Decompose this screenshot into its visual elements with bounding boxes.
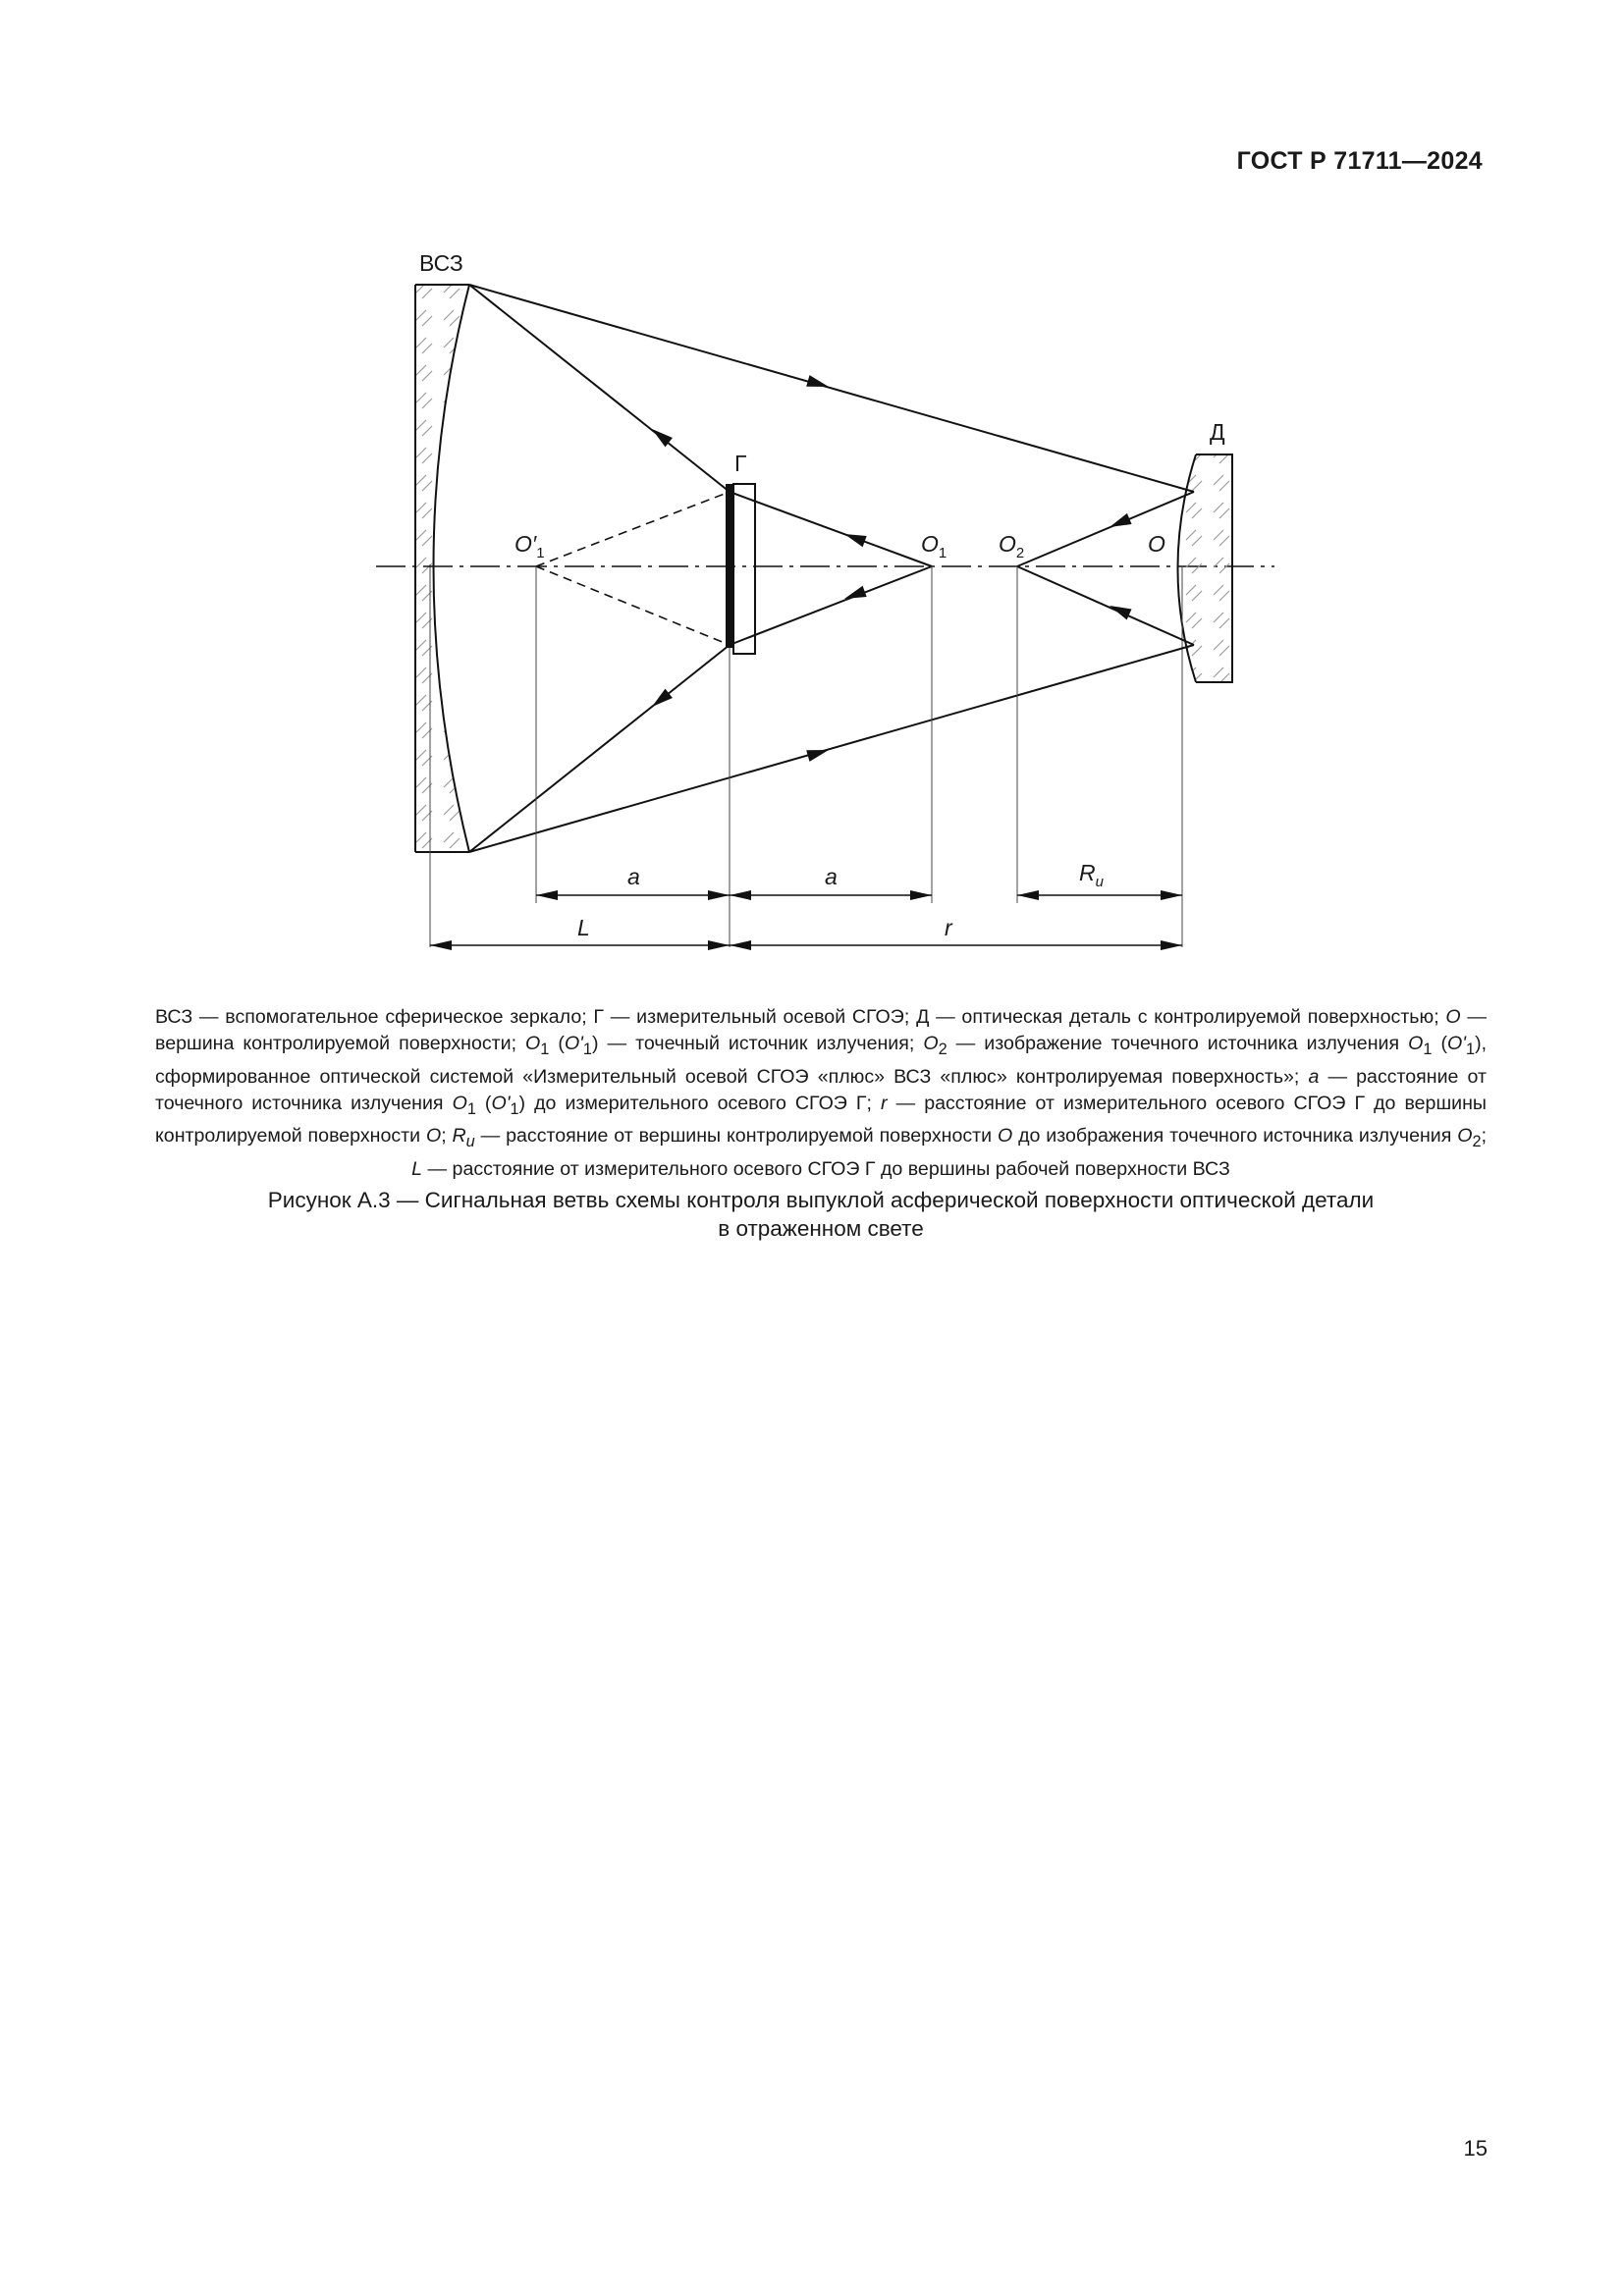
label-mirror: ВСЗ: [419, 250, 463, 276]
label-dim-r: r: [945, 915, 952, 940]
legend-run: 1: [582, 1041, 593, 1058]
legend-run: (: [475, 1093, 492, 1114]
legend-run: — расстояние от вершины контролируемой поверхности: [474, 1125, 998, 1148]
figure-legend: [155, 1004, 1487, 1184]
legend-run: О': [491, 1093, 511, 1114]
legend-run: 2: [938, 1041, 947, 1058]
label-o1: $O_1$: [921, 531, 947, 561]
legend-run: u: [465, 1133, 475, 1151]
legend-run: О': [564, 1033, 583, 1055]
optical-scheme-diagram: [0, 0, 1624, 982]
legend-run: О: [452, 1093, 467, 1114]
legend-run: О: [923, 1033, 939, 1055]
label-dim-a-right: a: [825, 864, 838, 889]
legend-run: О: [1457, 1125, 1473, 1148]
legend-run: О: [1408, 1033, 1424, 1055]
legend-run: 1: [540, 1041, 550, 1058]
label-dim-ru: $R_u$: [1079, 860, 1104, 890]
legend-run: 1: [466, 1099, 476, 1118]
legend-run: О: [525, 1033, 541, 1055]
caption-line-2: в отраженном свете: [718, 1216, 924, 1241]
extension-lines: [536, 566, 1017, 947]
legend-run: ), сформированное оптической системой «Измерительный осевой СГОЭ «плюс» ВСЗ «плюс» контролируемая поверхность»;: [155, 1033, 1488, 1088]
virtual-rays: [536, 492, 730, 645]
label-element: Г: [734, 451, 747, 476]
legend-run: О: [425, 1125, 442, 1148]
legend-run: — расстояние от точечного источника излучения: [155, 1065, 1487, 1114]
measuring-element: [726, 484, 755, 654]
standard-number: ГОСТ Р 71711—2024: [1236, 147, 1483, 175]
legend-run: — расстояние от измерительного осевого СГОЭ Г до вершины рабочей поверхности ВСЗ: [422, 1157, 1230, 1180]
label-vertex: O: [1148, 531, 1165, 557]
label-detail: Д: [1210, 419, 1225, 445]
page-number: 15: [1463, 2136, 1488, 2161]
legend-run: a: [1308, 1065, 1320, 1088]
legend-run: 1: [1465, 1041, 1476, 1058]
legend-run: — вершина контролируемой поверхности;: [155, 1005, 1487, 1055]
label-o1-prime: $O'_1$: [514, 531, 545, 561]
optical-detail: [1178, 454, 1233, 947]
legend-run: ) — точечный источник излучения;: [592, 1033, 924, 1055]
legend-run: — расстояние от измерительного осевого СГОЭ Г до вершины контролируемой поверхности: [155, 1093, 1488, 1148]
legend-run: ВСЗ — вспомогательное сферическое зеркало; Г — измерительный осевой СГОЭ; Д — оптическая деталь с контролируемой поверхностью;: [155, 1005, 1446, 1028]
legend-run: R: [452, 1125, 466, 1148]
legend-run: r: [881, 1093, 888, 1114]
legend-run: 1: [510, 1099, 519, 1118]
legend-run: ;: [441, 1125, 453, 1148]
legend-run: — изображение точечного источника излучения: [947, 1033, 1409, 1055]
legend-run: О': [1446, 1033, 1466, 1055]
ray-paths: [469, 285, 1194, 852]
legend-run: до изображения точечного источника излучения: [1012, 1125, 1458, 1148]
legend-run: 1: [1423, 1041, 1433, 1058]
label-o2: $O_2$: [999, 531, 1025, 561]
figure-caption: [155, 1186, 1487, 1243]
legend-run: ) до измерительного осевого СГОЭ Г;: [518, 1093, 882, 1114]
legend-run: (: [1432, 1033, 1447, 1055]
legend-run: 2: [1472, 1133, 1482, 1151]
auxiliary-mirror: [415, 285, 469, 947]
legend-run: О: [997, 1125, 1013, 1148]
dimension-arrowheads: [430, 890, 1182, 950]
dimension-lines: [430, 895, 1182, 945]
label-dim-a-left: a: [627, 864, 640, 889]
legend-run: (: [549, 1033, 565, 1055]
legend-run: L: [411, 1157, 423, 1180]
ray-arrowheads: [648, 375, 1131, 762]
legend-run: О: [1445, 1005, 1461, 1028]
label-dim-L: L: [577, 915, 590, 940]
caption-line-1: Рисунок А.3 — Сигнальная ветвь схемы контроля выпуклой асферической поверхности оптической детали: [267, 1188, 1375, 1212]
legend-run: ;: [1481, 1125, 1488, 1148]
